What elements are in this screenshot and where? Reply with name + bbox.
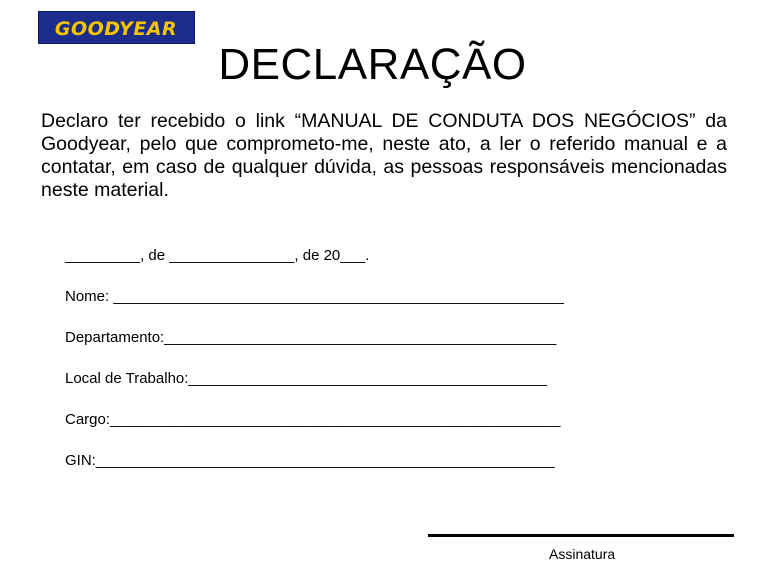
department-field[interactable]: Departamento:_______________________________________________ <box>65 329 557 346</box>
goodyear-logo-mark <box>39 12 194 43</box>
name-field[interactable]: Nome: ______________________________________________________ <box>65 288 564 305</box>
signature-line[interactable] <box>428 534 734 537</box>
goodyear-logo-wordmark: GOODYEAR <box>54 18 178 40</box>
gin-field[interactable]: GIN:_______________________________________________________ <box>65 452 555 469</box>
declaration-text: Declaro ter recebido o link “MANUAL DE CONDUTA DOS NEGÓCIOS” da Goodyear, pelo que comprometo-me, neste ato, a ler o referido manual e a contatar, em caso de qualquer dúvida, as pessoas responsáveis mencionadas neste material. <box>41 110 727 201</box>
signature-label: Assinatura <box>549 546 616 562</box>
workplace-field[interactable]: Local de Trabalho:___________________________________________ <box>65 370 548 387</box>
page-title: DECLARAÇÃO <box>218 40 527 89</box>
date-line[interactable]: _________, de _______________, de 20___. <box>65 247 370 264</box>
position-field[interactable]: Cargo:______________________________________________________ <box>65 411 561 428</box>
